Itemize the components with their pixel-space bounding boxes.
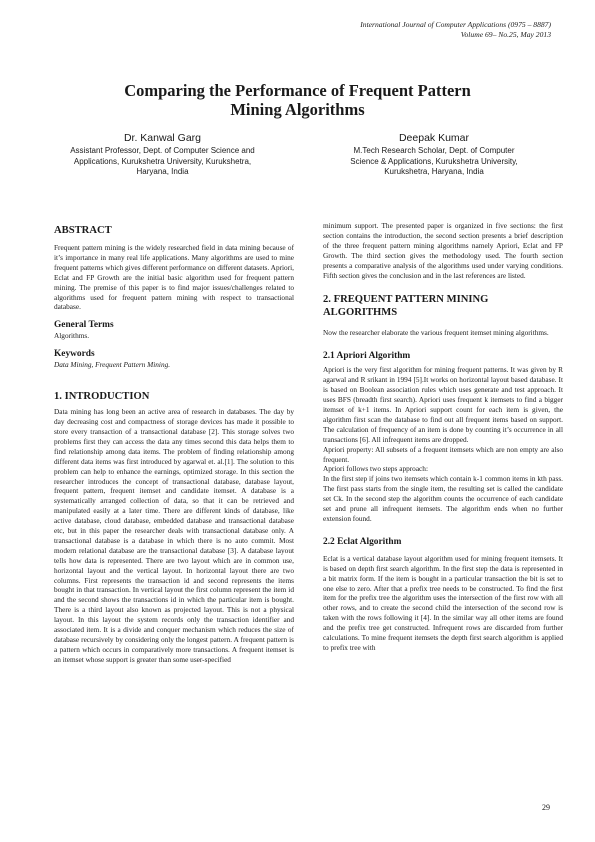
general-terms-heading: General Terms: [54, 320, 114, 331]
title-line-1: Comparing the Performance of Frequent Pattern: [124, 81, 471, 100]
title-line-2: Mining Algorithms: [230, 100, 365, 119]
general-terms-text: Algorithms.: [54, 331, 90, 341]
eclat-text: Eclat is a vertical database layout algorithm used for mining frequent itemsets. It is based on depth first search algorithm. In the first step the data is represented in a bit matrix form. If the item is bought in a particular transaction the bit is set to one else to zero. After that a prefix tree needs to be constructed. To find the first item for the prefix tree the algorithm uses the intersection of the first row with all other rows, and to create the second child the intersection of the second row is taken with the rows following it [4]. In the similar way all other items are found and the prefix tree get constructed. Infrequent rows are discarded from further calculations. To mine frequent itemsets the depth first search algorithm is applied to prefix tree with: [323, 553, 563, 652]
author-affiliation-line: Assistant Professor, Dept. of Computer Science and: [70, 146, 255, 155]
author-affiliation-line: Haryana, India: [136, 167, 189, 176]
apriori-steps-text: In the first step if joins two itemsets which contain k-1 common items in kth pass. The first pass starts from the single item, the resulting set is called the candidate set Ck. In the second step the algorithm counts the occurrence of each candidate set and prune all infrequent itemsets. The algorithm ends when no further extension found.: [323, 474, 563, 523]
journal-name: International Journal of Computer Applications (0975 – 8887): [360, 20, 551, 29]
introduction-continued-text: minimum support. The presented paper is organized in five sections: the first section contains the introduction, the second section presents a brief description of the three frequent pattern mining algorithms namely Apriori, Eclat and FP Growth. The third section gives the methodology used. The fourth section presents a comparative analysis of the algorithms used under varying conditions. Fifth section gives the conclusion and in the last references are listed.: [323, 221, 563, 280]
journal-volume: Volume 69– No.25, May 2013: [460, 30, 551, 39]
abstract-heading: ABSTRACT: [54, 225, 112, 236]
author-name: Deepak Kumar: [398, 132, 470, 144]
section-2-heading: [323, 293, 563, 319]
abstract-text: Frequent pattern mining is the widely researched field in data mining because of it’s importance in many real life applications. Many algorithms are used to mine frequent patterns which gives different performance on different datasets. Apriori, Eclat and FP Growth are the initial basic algorithm used for frequent pattern mining. The premise of this paper is to find major issues/challenges related to algorithms used for frequent pattern mining with respect to transactional database.: [54, 243, 294, 312]
paper-title: [0, 81, 595, 119]
apriori-paragraph: Apriori is the very first algorithm for mining frequent patterns. It was given by R agarwal and R srikant in 1994 [5].It works on horizontal layout based database. It is based on Boolean association rules which uses generate and test approach. It uses BFS (breadth first search). Apriori uses frequent k itemsets to find a bigger itemset of k+1 items. In Apriori support count for each item is given, the algorithm first scan the database to find out all frequent items based on support. The calculation of frequency of an item is done by counting it’s occurrence in all transactions [6]. All infrequent items are dropped.: [323, 365, 563, 444]
introduction-heading: 1. INTRODUCTION: [54, 391, 150, 403]
author-affiliation-line: M.Tech Research Scholar, Dept. of Computer: [353, 146, 515, 155]
page-number: 29: [542, 803, 550, 812]
introduction-text: Data mining has long been an active area of research in databases. The day by day decreasing cost and compactness of storage devices has made it possible to store every transaction of a transactional database [2]. This storage solves two problems first they can access the data any times second this data helps them to find relationship among data items. The problem of finding relationship among different data items was first introduced by agarwal et. al.[1]. The solution to this problem can help to enhance the earnings, optimized storage. In this section the researcher introduces the concept of transactional database, database layout, frequent pattern, frequent itemset and candidate itemset. A database is a systematically arranged collection of data, so that it can be retrieved and manipulated easily at a later time. There are different kinds of database, like active database, cloud database, embedded database and transactional database etc, but in this paper the researcher deals with transactional database only. A transactional database is a database in which there is no auto commit. Most modern relational database are the transactional database [3]. A database layout tells how data is represented. There are two layout which are in common use, horizontal layout and the vertical layout. In horizontal layout there are two columns. First represents the transaction id and second represents the items bought in that transaction. In vertical layout the first column represent the item id and the second shows the transactions id in which the particular item is bought. There is a third layout also known as projected layout. This is not a physical layout. In this layout the system records only the transaction identifier and associated item. It is a divide and conquer mechanism which reduces the size of database recursively by considering only the longest pattern. A frequent pattern is a pattern which occurs in comparatively more transactions. A frequent itemset is an itemset whose support is greater than some user-specified: [54, 407, 294, 664]
keywords-heading: Keywords: [54, 349, 95, 360]
section-2-intro: Now the researcher elaborate the various frequent itemset mining algorithms.: [323, 328, 549, 338]
section-2-heading-line-2: ALGORITHMS: [323, 307, 398, 319]
apriori-steps-intro: Apriori follows two steps approach:: [323, 464, 428, 474]
section-2-heading-line-1: 2. FREQUENT PATTERN MINING: [323, 294, 489, 306]
left-column: [54, 224, 294, 665]
right-column: [323, 221, 563, 653]
keywords-text: Data Mining, Frequent Pattern Mining.: [54, 360, 171, 370]
author-block-2: [313, 132, 555, 178]
journal-header: [360, 20, 551, 40]
apriori-property: Apriori property: All subsets of a frequent itemsets which are non empty are also frequent.: [323, 444, 563, 464]
eclat-heading: 2.2 Eclat Algorithm: [323, 536, 402, 547]
author-name: Dr. Kanwal Garg: [123, 132, 202, 144]
author-block-1: [40, 132, 285, 178]
author-affiliation-line: Kurukshetra, Haryana, India: [384, 167, 484, 176]
apriori-heading: 2.1 Apriori Algorithm: [323, 351, 411, 362]
author-affiliation-line: Science & Applications, Kurukshetra University,: [350, 156, 518, 166]
author-affiliation-line: Applications, Kurukshetra University, Kurukshetra,: [73, 156, 252, 166]
